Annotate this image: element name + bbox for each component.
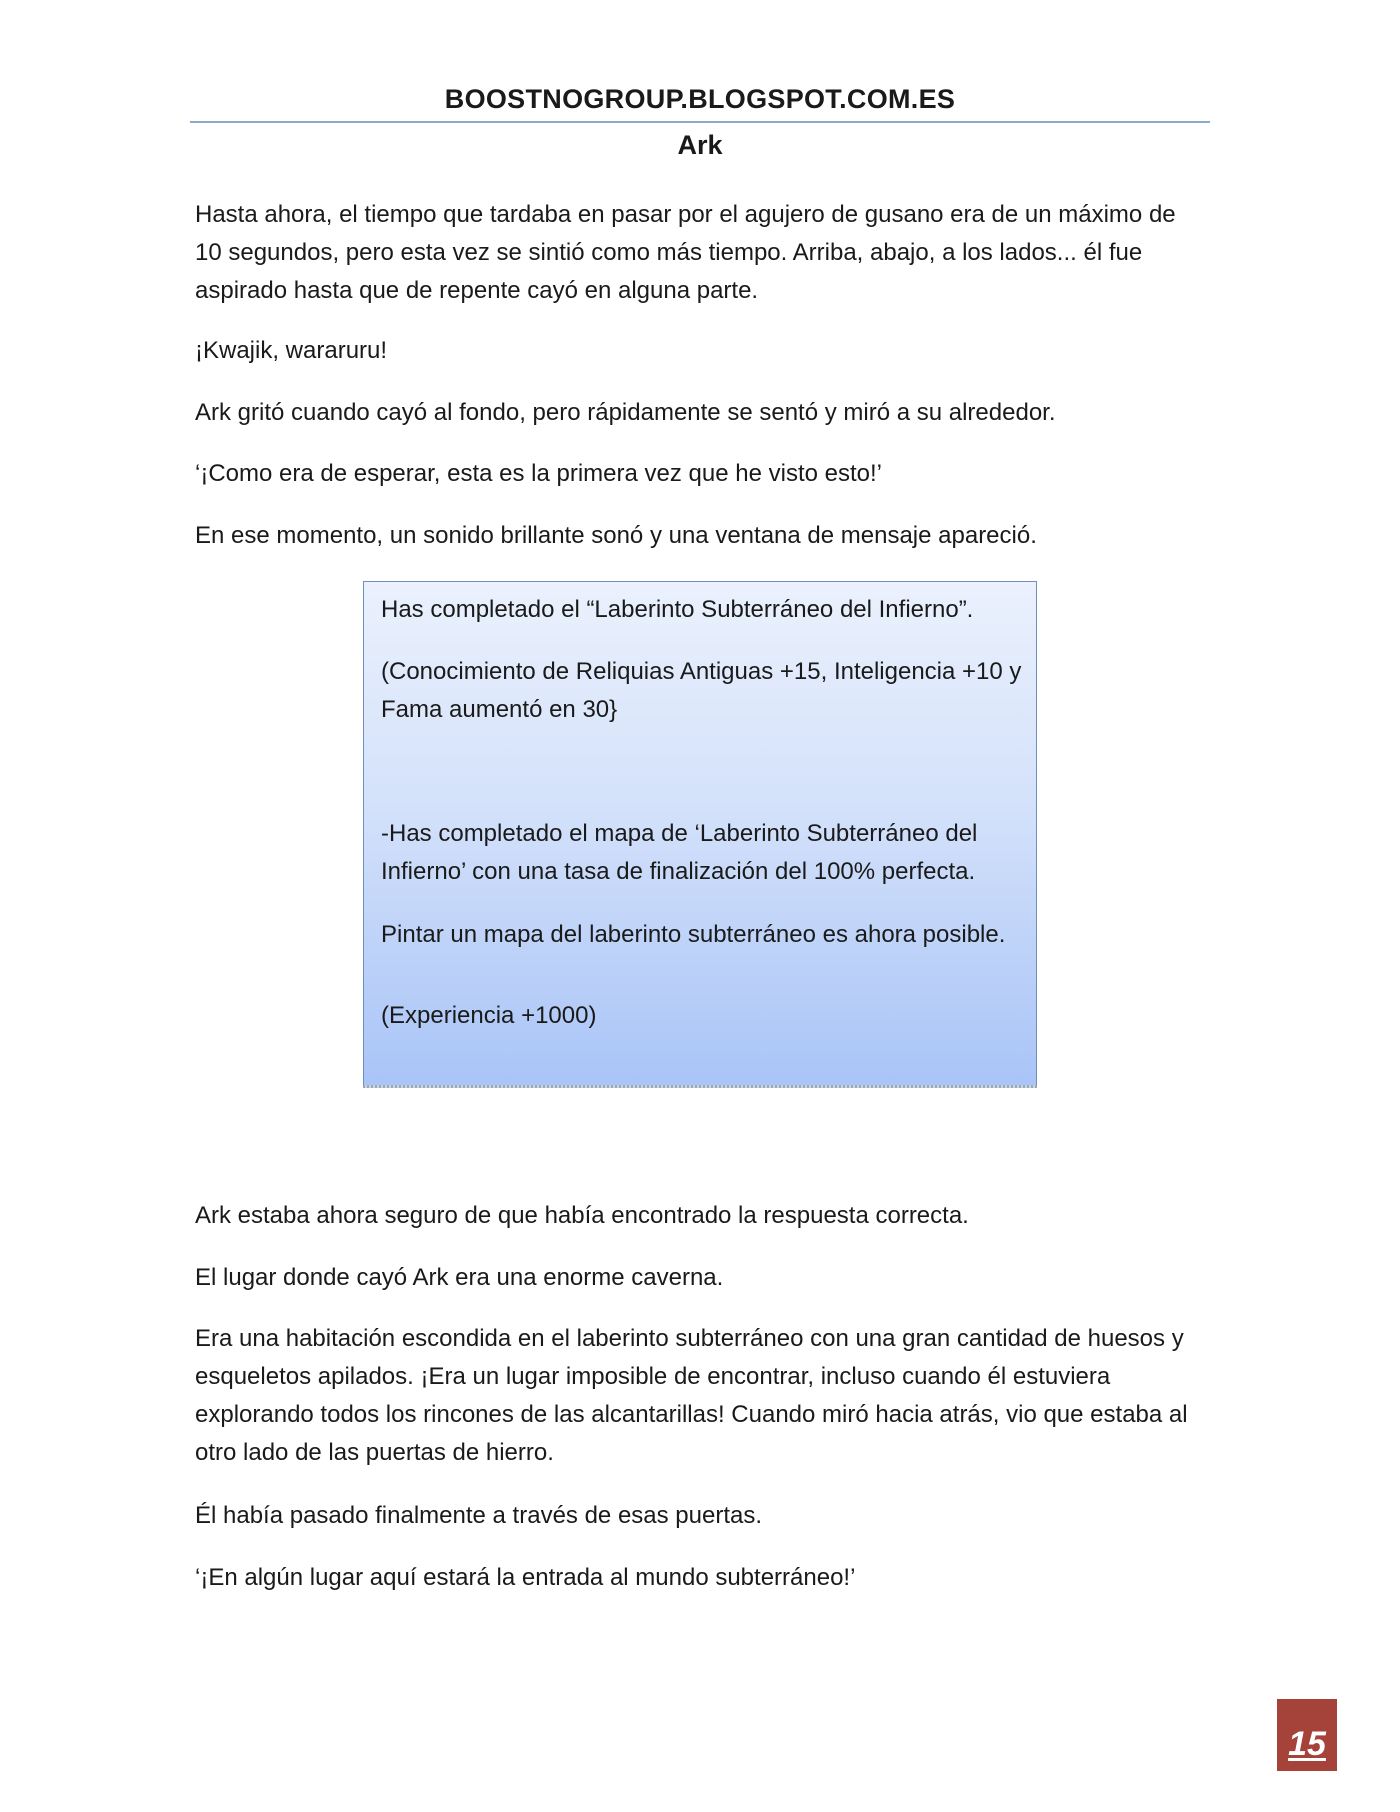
header-divider	[190, 121, 1210, 123]
paragraph: ‘¡Como era de esperar, esta es la primera vez que he visto esto!’	[195, 460, 882, 487]
message-window	[363, 581, 1037, 1086]
message-line: Pintar un mapa del laberinto subterráneo es ahora posible.	[381, 921, 1006, 948]
message-line: -Has completado el mapa de ‘Laberinto Subterráneo del Infierno’ con una tasa de finalización del 100% perfecta.	[381, 820, 978, 885]
page-number-badge	[1277, 1699, 1337, 1771]
paragraph: Hasta ahora, el tiempo que tardaba en pasar por el agujero de gusano era de un máximo de 10 segundos, pero esta vez se sintió como más tiempo. Arriba, abajo, a los lados... él fue aspirado hasta que de repente cayó en alguna parte.	[195, 201, 1176, 304]
message-line: (Conocimiento de Reliquias Antiguas +15, Inteligencia +10 y Fama aumentó en 30}	[381, 658, 1022, 723]
message-line: Has completado el “Laberinto Subterráneo del Infierno”.	[381, 596, 974, 623]
site-header: BOOSTNOGROUP.BLOGSPOT.COM.ES	[444, 84, 956, 114]
paragraph: ¡Kwajik, wararuru!	[195, 337, 388, 364]
paragraph: El lugar donde cayó Ark era una enorme caverna.	[195, 1264, 724, 1291]
page-number: 15	[1288, 1725, 1326, 1763]
paragraph: Él había pasado finalmente a través de esas puertas.	[195, 1502, 763, 1529]
message-line: (Experiencia +1000)	[381, 1002, 597, 1029]
chapter-title: Ark	[677, 130, 723, 160]
paragraph: Ark estaba ahora seguro de que había encontrado la respuesta correcta.	[195, 1202, 969, 1229]
paragraph: ‘¡En algún lugar aquí estará la entrada al mundo subterráneo!’	[195, 1564, 856, 1591]
paragraph: Era una habitación escondida en el laberinto subterráneo con una gran cantidad de huesos y esqueletos apilados. ¡Era un lugar imposible de encontrar, incluso cuando él estuviera explorando todos los rincones de las alcantarillas! Cuando miró hacia atrás, vio que estaba al otro lado de las puertas de hierro.	[195, 1325, 1188, 1466]
paragraph: Ark gritó cuando cayó al fondo, pero rápidamente se sentó y miró a su alrededor.	[195, 399, 1056, 426]
paragraph: En ese momento, un sonido brillante sonó y una ventana de mensaje apareció.	[195, 522, 1037, 549]
